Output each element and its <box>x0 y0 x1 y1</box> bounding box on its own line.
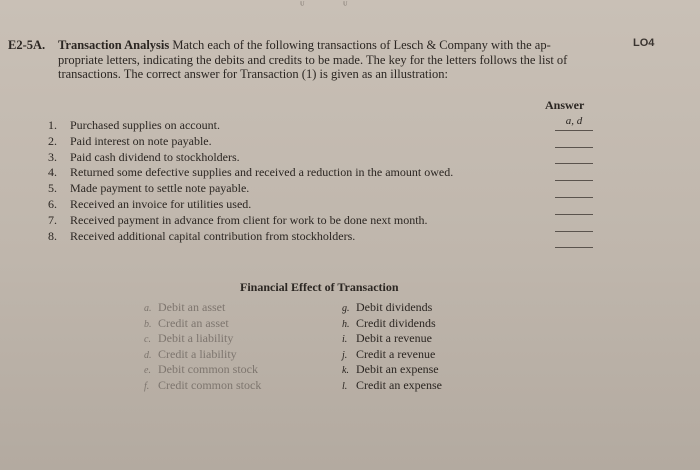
effect-item: k. Debit an expense <box>342 362 439 376</box>
financial-effect-left-column <box>144 300 261 393</box>
answer-blank-7 <box>555 215 593 232</box>
transaction-item: 3. Paid cash dividend to stockholders. <box>48 149 240 164</box>
learning-objective: LO4 <box>633 37 655 49</box>
transaction-item: 1. Purchased supplies on account. <box>48 118 220 132</box>
transaction-item: 8. Received additional capital contribution from stockholders. <box>48 228 356 243</box>
effect-item: i. Debit a revenue <box>342 331 432 345</box>
effect-item: h. Credit dividends <box>342 315 436 330</box>
answer-blank-3 <box>555 148 593 165</box>
effect-item: j. Credit a revenue <box>342 346 436 361</box>
transaction-list <box>48 118 528 244</box>
effect-item: b. Credit an asset <box>144 315 229 330</box>
effect-item: d. Credit a liability <box>144 346 237 361</box>
problem-id: E2-5A. <box>8 38 46 52</box>
effect-item: f. Credit common stock <box>144 377 262 392</box>
effect-item: a. Debit an asset <box>144 300 226 314</box>
answer-blank-4 <box>555 164 593 181</box>
effect-item: e. Debit common stock <box>144 362 258 376</box>
instruction-line-1: Match each of the following transactions of Lesch & Company with the ap- <box>172 38 551 52</box>
transaction-item: 4. Returned some defective supplies and received a reduction in the amount owed. <box>48 165 454 180</box>
answer-blank-5 <box>555 181 593 198</box>
transaction-item: 7. Received payment in advance from client for work to be done next month. <box>48 212 428 227</box>
financial-effect-title: Financial Effect of Transaction <box>240 280 399 294</box>
answer-blank-2 <box>555 131 593 148</box>
problem-instructions <box>58 38 623 82</box>
effect-item: c. Debit a liability <box>144 331 234 345</box>
effect-item: l. Credit an expense <box>342 377 442 392</box>
effect-item: g. Debit dividends <box>342 300 433 314</box>
answer-blank-1: a, d <box>555 114 593 131</box>
answer-blank-8 <box>555 232 593 249</box>
answer-header: Answer <box>545 98 585 112</box>
transaction-item: 5. Made payment to settle note payable. <box>48 181 250 196</box>
instruction-line-2: propriate letters, indicating the debits and credits to be made. The key for the letters follows the list of <box>58 52 568 67</box>
page-top-marks: ᵁ ᵁ <box>300 0 366 11</box>
transaction-item: 2. Paid interest on note payable. <box>48 133 212 148</box>
answer-blank-6 <box>555 198 593 215</box>
answer-blanks <box>555 114 593 248</box>
instruction-line-3: transactions. The correct answer for Transaction (1) is given as an illustration: <box>58 67 448 81</box>
financial-effect-right-column <box>342 300 442 393</box>
problem-title: Transaction Analysis <box>58 38 170 52</box>
transaction-item: 6. Received an invoice for utilities used. <box>48 196 252 211</box>
